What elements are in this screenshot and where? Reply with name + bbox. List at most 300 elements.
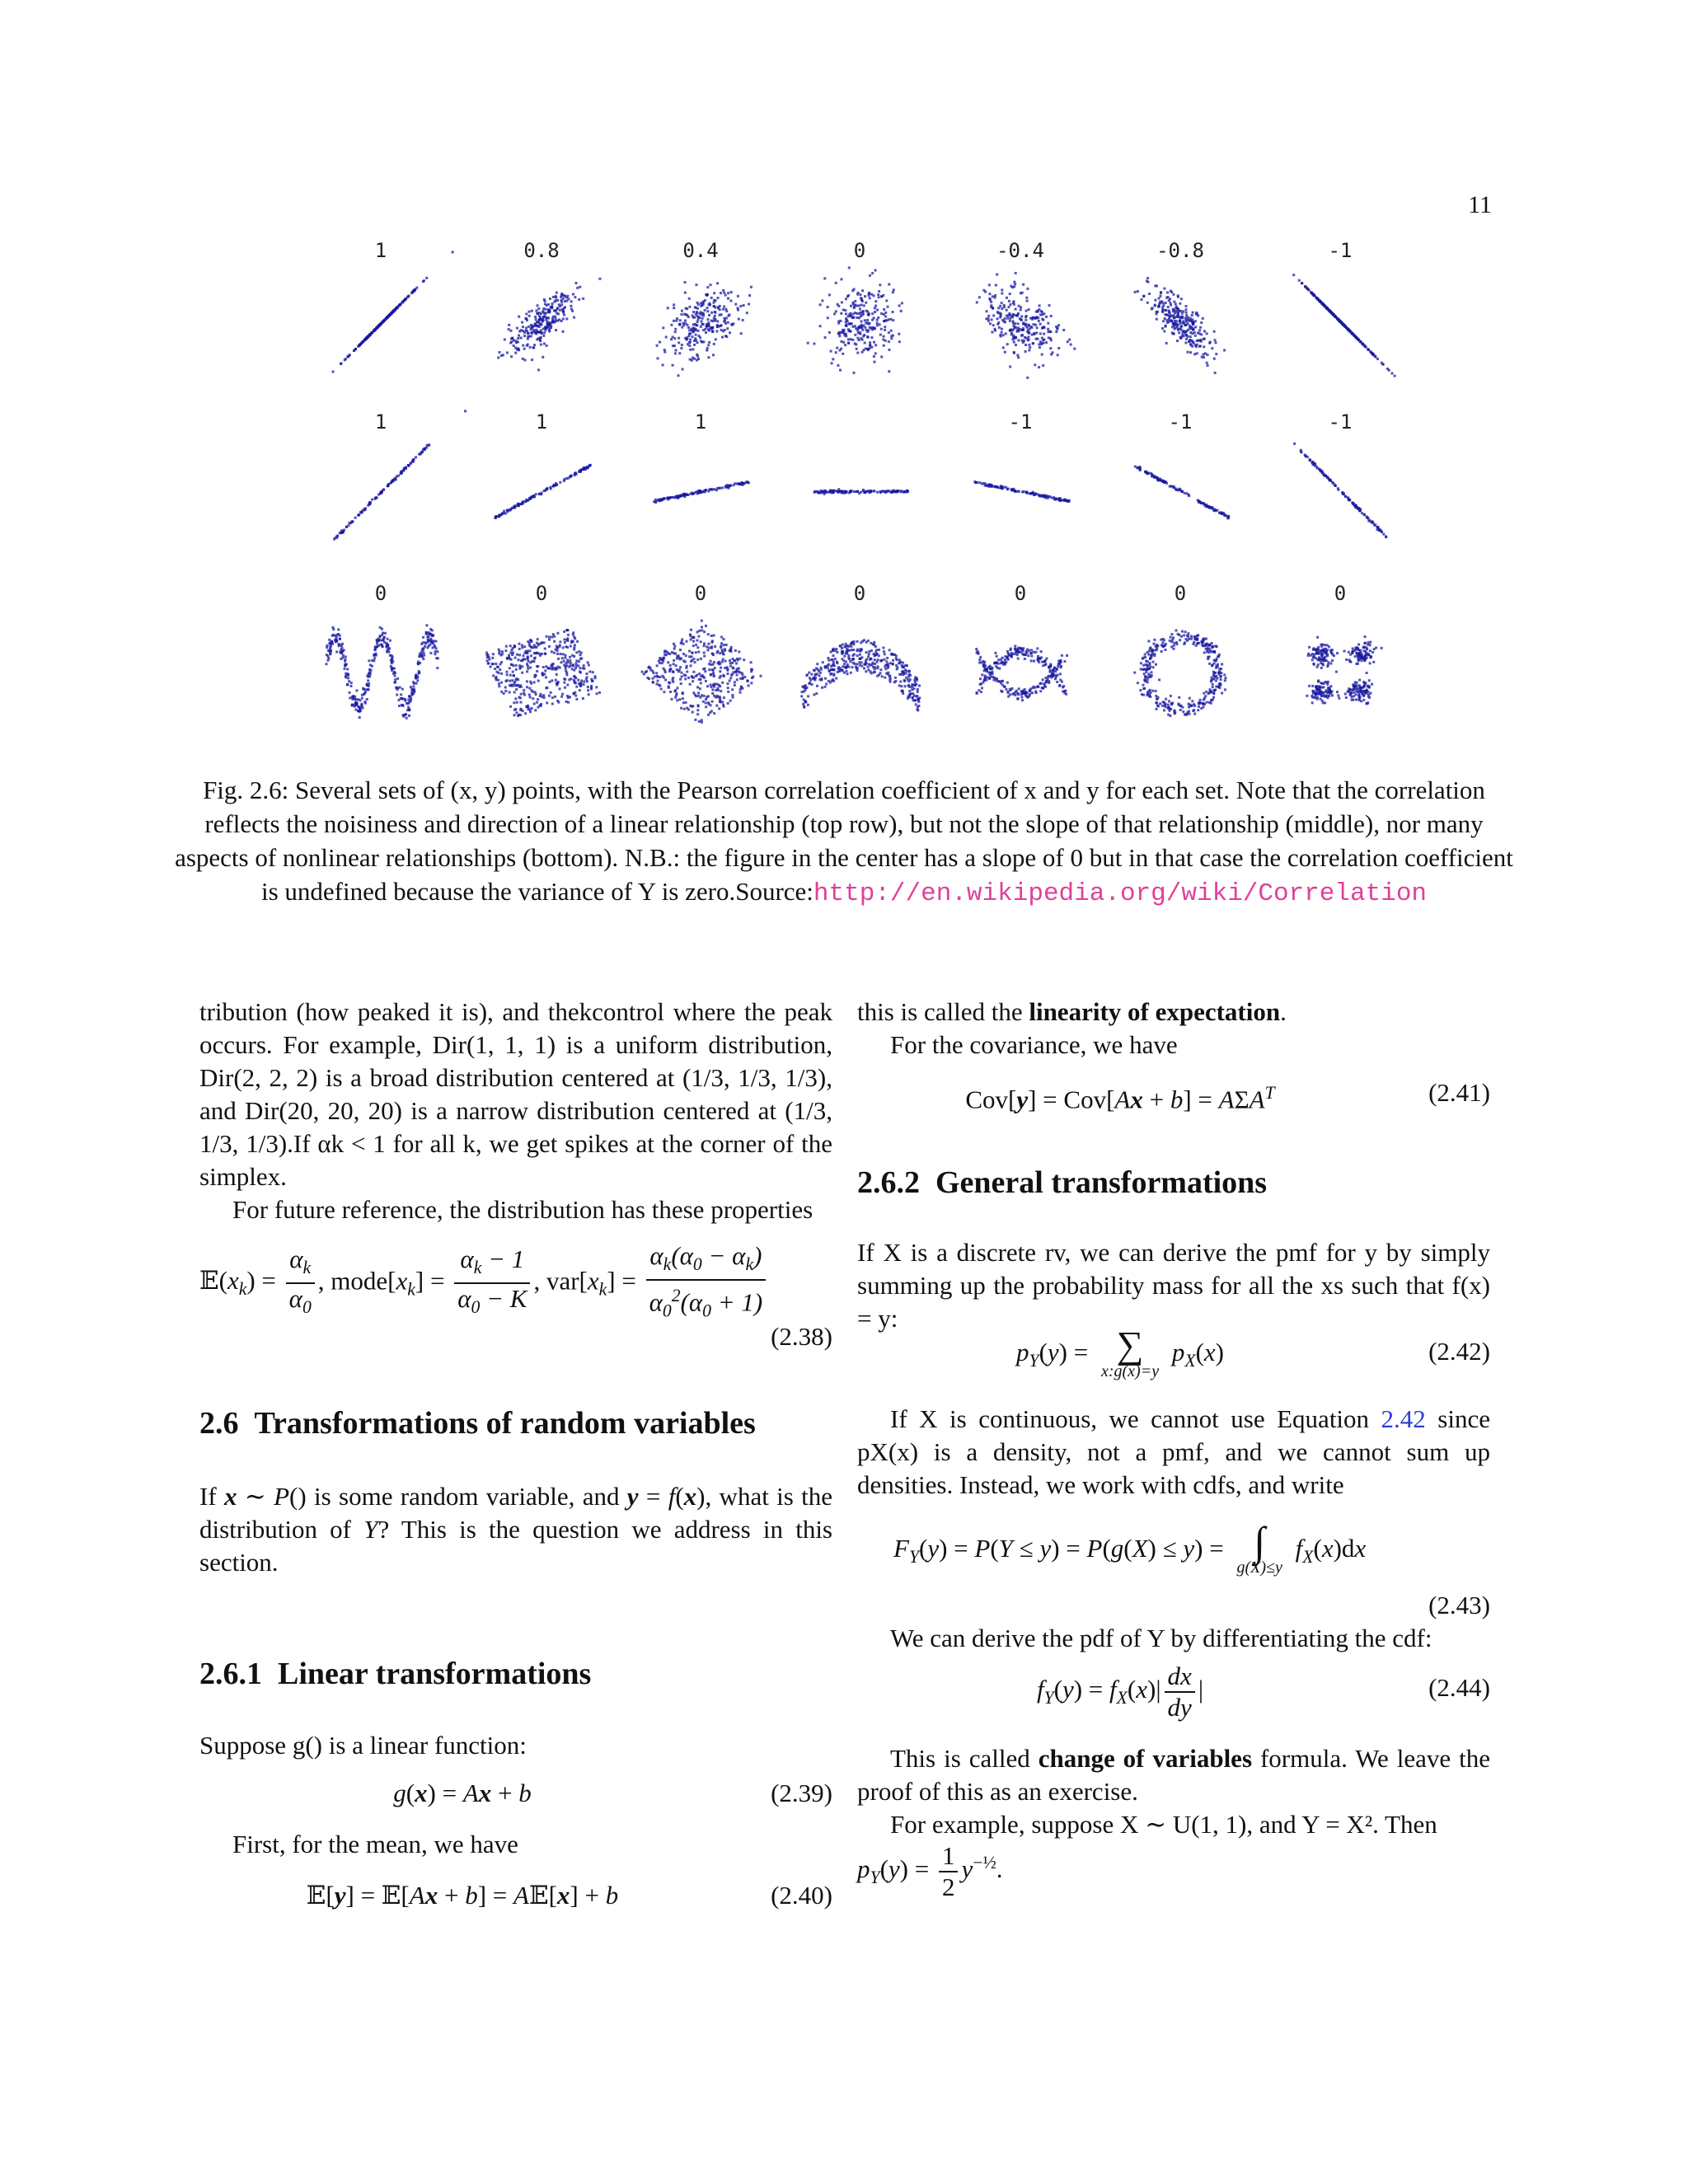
scatter-point <box>513 674 515 677</box>
scatter-point <box>1057 354 1059 356</box>
scatter-point <box>900 490 903 493</box>
scatter-point <box>546 701 548 704</box>
scatter-point <box>544 300 546 302</box>
scatter-point <box>564 300 566 302</box>
scatter-point <box>387 638 389 640</box>
scatter-point <box>404 298 406 301</box>
scatter-point <box>671 651 673 654</box>
scatter-point <box>575 686 578 688</box>
scatter-point <box>1006 343 1009 345</box>
scatter-point <box>511 663 513 666</box>
scatter-point <box>411 291 414 293</box>
scatter-point <box>363 509 366 511</box>
scatter-point <box>1199 339 1202 341</box>
scatter-point <box>917 691 919 693</box>
scatter-point <box>673 303 675 306</box>
scatter-point <box>1218 673 1221 675</box>
scatter-point <box>1156 477 1159 480</box>
scatter-point <box>1179 302 1181 305</box>
scatter-point <box>396 694 398 696</box>
scatter-point <box>876 319 879 321</box>
scatter-point <box>888 340 890 343</box>
scatter-point <box>523 692 525 695</box>
scatter-point <box>523 654 525 657</box>
scatter-point <box>884 491 887 494</box>
scatter-point <box>675 349 678 352</box>
scatter-point <box>1212 671 1215 673</box>
scatter-point <box>856 654 859 657</box>
scatter-point <box>896 490 898 492</box>
scatter-point <box>641 671 644 673</box>
scatter-point <box>697 651 700 654</box>
scatter-point <box>705 331 707 334</box>
scatter-point <box>1041 494 1043 497</box>
scatter-point <box>1204 695 1207 697</box>
scatter-point <box>710 684 712 687</box>
scatter-point <box>697 705 700 707</box>
scatter-point <box>1197 315 1199 317</box>
scatter-point <box>1023 340 1025 342</box>
scatter-point <box>700 302 702 304</box>
scatter-point <box>697 330 700 332</box>
scatter-point <box>1146 660 1149 663</box>
scatter-point <box>845 312 847 315</box>
scatter-point <box>719 685 721 687</box>
scatter-point <box>1146 280 1148 283</box>
scatter-point <box>664 649 667 652</box>
scatter-point <box>1208 691 1211 694</box>
scatter-point <box>695 340 697 342</box>
scatter-point <box>750 668 753 671</box>
scatter-point <box>883 344 885 347</box>
scatter-point <box>821 687 823 689</box>
scatter-point <box>363 693 365 696</box>
correlation-label: 1 <box>374 239 387 262</box>
scatter-point <box>688 306 691 308</box>
scatter-point <box>734 649 737 652</box>
scatter-point <box>542 674 544 677</box>
scatter-point <box>699 336 701 339</box>
scatter-point <box>1156 701 1158 704</box>
scatter-point <box>731 688 734 691</box>
scatter-point <box>696 674 698 677</box>
scatter-point <box>698 673 701 675</box>
scatter-point <box>683 673 686 676</box>
scatter-point <box>1214 372 1217 374</box>
scatter-point <box>1212 692 1215 695</box>
scatter-point <box>1394 375 1396 377</box>
scatter-point <box>556 484 558 486</box>
scatter-point <box>1165 302 1167 304</box>
scatter-point <box>1055 330 1057 333</box>
scatter-point <box>1057 660 1060 663</box>
scatter-point <box>673 648 676 650</box>
scatter-point <box>999 316 1001 318</box>
scatter-point <box>1002 346 1005 349</box>
scatter-point <box>499 668 501 671</box>
scatter-point <box>565 645 567 648</box>
scatter-point <box>847 338 850 340</box>
scatter-point <box>1004 686 1006 688</box>
scatter-point <box>527 665 529 668</box>
scatter-point <box>563 480 565 482</box>
correlation-label: -1 <box>1168 410 1193 434</box>
scatter-point <box>887 667 889 669</box>
scatter-point <box>380 322 382 325</box>
scatter-point <box>338 643 340 645</box>
scatter-point <box>529 498 532 500</box>
scatter-point <box>854 334 856 336</box>
scatter-point <box>1157 305 1160 307</box>
scatter-point <box>532 646 534 649</box>
scatter-point <box>514 346 517 349</box>
scatter-point <box>564 641 566 644</box>
scatter-point <box>1298 279 1301 282</box>
scatter-point <box>851 641 854 644</box>
scatter-point <box>1185 312 1188 314</box>
scatter-point <box>892 319 894 321</box>
scatter-point <box>686 338 688 340</box>
scatter-point <box>1016 354 1019 357</box>
scatter-point <box>410 686 412 688</box>
scatter-point <box>1184 342 1187 344</box>
scatter-point <box>546 304 548 307</box>
scatter-point <box>1364 635 1367 638</box>
scatter-point <box>822 661 824 663</box>
scatter-point <box>676 692 678 695</box>
scatter-point <box>748 303 750 306</box>
scatter-point <box>1327 661 1329 663</box>
scatter-point <box>1202 641 1204 644</box>
scatter-point <box>596 692 598 695</box>
scatter-point <box>1207 651 1210 654</box>
scatter-point <box>582 697 584 700</box>
scatter-point <box>840 312 842 315</box>
scatter-point <box>1048 666 1050 668</box>
scatter-point <box>1168 321 1170 323</box>
scatter-point <box>1039 304 1041 307</box>
scatter-point <box>1035 338 1038 340</box>
scatter-point <box>727 487 729 490</box>
scatter-point <box>1020 651 1022 654</box>
scatter-point <box>1361 512 1363 514</box>
scatter-point <box>533 681 536 683</box>
scatter-point <box>1043 339 1045 341</box>
correlation-label: 0 <box>853 582 866 605</box>
scatter-point <box>860 337 862 340</box>
scatter-point <box>681 639 683 641</box>
scatter-point <box>874 344 877 346</box>
scatter-point <box>354 703 357 705</box>
scatter-point <box>521 644 523 646</box>
scatter-point <box>660 688 663 691</box>
scatter-point <box>432 634 434 636</box>
scatter-point <box>464 410 467 412</box>
scatter-point <box>579 672 582 674</box>
scatter-point <box>521 672 523 674</box>
scatter-point <box>698 720 701 723</box>
scatter-point <box>1195 345 1198 348</box>
scatter-point <box>832 654 835 657</box>
scatter-point <box>714 320 716 322</box>
scatter-point <box>682 368 684 371</box>
scatter-point <box>721 682 724 684</box>
scatter-point <box>1189 351 1192 354</box>
scatter-point <box>570 677 572 680</box>
scatter-point <box>859 331 861 334</box>
scatter-point <box>720 675 722 677</box>
scatter-point <box>716 320 719 322</box>
scatter-point <box>987 315 990 317</box>
scatter-point <box>387 485 389 487</box>
scatter-point <box>721 336 724 339</box>
scatter-point <box>1212 696 1215 699</box>
scatter-point <box>1315 297 1318 299</box>
scatter-point <box>1057 324 1060 326</box>
scatter-point <box>527 657 529 659</box>
scatter-point <box>369 501 372 504</box>
scatter-point <box>727 292 729 294</box>
scatter-point <box>1194 335 1197 337</box>
scatter-point <box>1357 644 1360 646</box>
scatter-point <box>526 670 528 673</box>
scatter-point <box>516 654 518 656</box>
scatter-point <box>509 667 511 669</box>
scatter-point <box>886 657 889 659</box>
scatter-point <box>868 292 870 294</box>
scatter-point <box>694 719 696 721</box>
scatter-point <box>673 645 676 648</box>
scatter-point <box>1179 327 1182 330</box>
scatter-point <box>512 652 514 654</box>
scatter-point <box>899 681 902 683</box>
scatter-point <box>1184 492 1186 494</box>
scatter-point <box>1048 304 1051 307</box>
scatter-point <box>551 703 554 705</box>
scatter-point <box>837 305 840 307</box>
scatter-point <box>996 485 998 488</box>
scatter-point <box>865 670 867 673</box>
scatter-point <box>425 633 428 635</box>
scatter-point <box>705 680 707 682</box>
scatter-point <box>869 274 871 277</box>
scatter-point <box>1149 662 1151 664</box>
scatter-point <box>1183 634 1185 636</box>
scatter-point <box>394 681 396 683</box>
scatter-point <box>416 679 419 682</box>
scatter-point <box>1038 366 1040 368</box>
scatter-point <box>565 317 568 320</box>
scatter-point <box>727 298 729 300</box>
scatter-point <box>1198 332 1201 335</box>
scatter-point <box>559 667 561 669</box>
scatter-point <box>881 490 884 492</box>
scatter-point <box>707 643 710 645</box>
scatter-point <box>917 688 919 691</box>
scatter-point <box>350 685 353 687</box>
scatter-point <box>877 316 879 319</box>
scatter-point <box>1199 326 1202 329</box>
scatter-point <box>860 298 863 300</box>
scatter-point <box>848 658 851 660</box>
scatter-point <box>1067 340 1069 343</box>
scatter-point <box>1034 494 1036 496</box>
scatter-point <box>1176 311 1179 313</box>
scatter-point <box>402 697 405 700</box>
scatter-point <box>1047 328 1049 330</box>
scatter-point <box>1164 326 1166 328</box>
scatter-point <box>407 698 410 701</box>
scatter-point <box>860 661 863 663</box>
scatter-point <box>1167 306 1170 308</box>
scatter-point <box>848 666 851 668</box>
scatter-point <box>525 317 528 320</box>
scatter-point <box>690 629 692 631</box>
scatter-point <box>537 644 540 646</box>
scatter-point <box>874 269 877 272</box>
scatter-point <box>856 640 859 643</box>
scatter-point <box>670 324 673 326</box>
scatter-point <box>1381 531 1383 533</box>
scatter-point <box>913 687 916 690</box>
scatter-point <box>688 650 691 653</box>
scatter-point <box>853 306 856 308</box>
scatter-point <box>400 693 402 696</box>
scatter-point <box>528 649 531 652</box>
scatter-point <box>1015 308 1017 311</box>
scatter-point <box>1217 686 1220 688</box>
scatter-point <box>917 709 919 711</box>
scatter-point <box>546 635 548 638</box>
scatter-point <box>544 669 546 672</box>
scatter-point <box>1020 318 1022 321</box>
scatter-point <box>884 329 886 331</box>
scatter-point <box>692 311 695 313</box>
scatter-point <box>985 679 987 682</box>
scatter-point <box>326 654 328 656</box>
scatter-point <box>1184 630 1187 633</box>
scatter-point <box>1175 302 1177 305</box>
scatter-point <box>1185 338 1188 340</box>
scatter-point <box>860 648 862 650</box>
scatter-point <box>570 300 573 302</box>
scatter-point <box>827 306 829 308</box>
scatter-point <box>852 302 855 304</box>
scatter-point <box>524 359 527 361</box>
scatter-point <box>1313 649 1315 651</box>
scatter-point <box>523 645 526 648</box>
scatter-point <box>696 355 699 358</box>
scatter-point <box>693 344 696 346</box>
scatter-point <box>874 361 876 363</box>
scatter-point <box>706 325 709 327</box>
scatter-point <box>1210 650 1212 653</box>
scatter-point <box>1001 319 1004 321</box>
scatter-point <box>520 337 523 340</box>
scatter-point <box>1198 329 1201 331</box>
scatter-point <box>893 288 895 291</box>
scatter-point <box>703 652 706 654</box>
scatter-point <box>537 304 539 307</box>
scatter-point <box>706 307 709 309</box>
scatter-point <box>560 299 563 302</box>
scatter-point <box>365 688 368 691</box>
scatter-point <box>1001 328 1003 330</box>
scatter-point <box>521 665 523 668</box>
scatter-point <box>1039 323 1042 326</box>
scatter-point <box>850 645 852 648</box>
scatter-point <box>519 714 522 716</box>
scatter-point <box>879 668 882 671</box>
scatter-point <box>1312 663 1315 665</box>
scatter-point <box>689 683 692 686</box>
scatter-point <box>529 667 532 669</box>
scatter-point <box>515 668 518 671</box>
scatter-point <box>530 324 532 326</box>
scatter-point <box>722 658 724 661</box>
scatter-point <box>1335 671 1338 673</box>
scatter-point <box>586 680 588 682</box>
scatter-point <box>575 651 578 654</box>
scatter-point <box>663 498 666 500</box>
scatter-point <box>1039 314 1042 316</box>
scatter-point <box>677 496 679 499</box>
scatter-point <box>1175 487 1177 490</box>
scatter-point <box>1133 672 1136 674</box>
scatter-point <box>883 308 885 311</box>
scatter-point <box>1223 673 1226 676</box>
scatter-point <box>509 705 512 708</box>
scatter-point <box>696 315 699 317</box>
scatter-point <box>832 490 835 492</box>
scatter-point <box>452 251 454 253</box>
scatter-point <box>371 499 373 501</box>
scatter-point <box>574 682 577 684</box>
scatter-point <box>807 704 809 706</box>
scatter-point <box>339 635 341 637</box>
scatter-point <box>883 320 885 322</box>
scatter-point <box>1189 335 1192 338</box>
scatter-point <box>662 657 664 659</box>
scatter-point <box>536 325 538 327</box>
scatter-point <box>1164 309 1166 312</box>
scatter-point <box>685 654 687 657</box>
scatter-point <box>541 331 543 334</box>
scatter-point <box>492 674 495 677</box>
scatter-point <box>1151 474 1154 476</box>
scatter-point <box>1331 649 1334 651</box>
scatter-point <box>1174 710 1176 712</box>
scatter-point <box>994 330 996 332</box>
scatter-point <box>420 651 423 654</box>
scatter-point <box>1004 658 1006 661</box>
scatter-point <box>895 657 898 659</box>
correlation-label: 0.4 <box>682 239 719 262</box>
scatter-point <box>722 674 724 677</box>
scatter-point <box>513 685 515 687</box>
scatter-point <box>1224 679 1226 682</box>
scatter-point <box>713 635 715 637</box>
scatter-point <box>1039 340 1042 343</box>
scatter-point <box>537 680 540 682</box>
scatter-point <box>847 315 850 317</box>
scatter-point <box>725 317 728 320</box>
scatter-point <box>1014 653 1016 655</box>
scatter-point <box>824 677 827 680</box>
scatter-point <box>712 488 715 490</box>
scatter-point <box>1057 326 1059 329</box>
scatter-point <box>871 662 874 664</box>
